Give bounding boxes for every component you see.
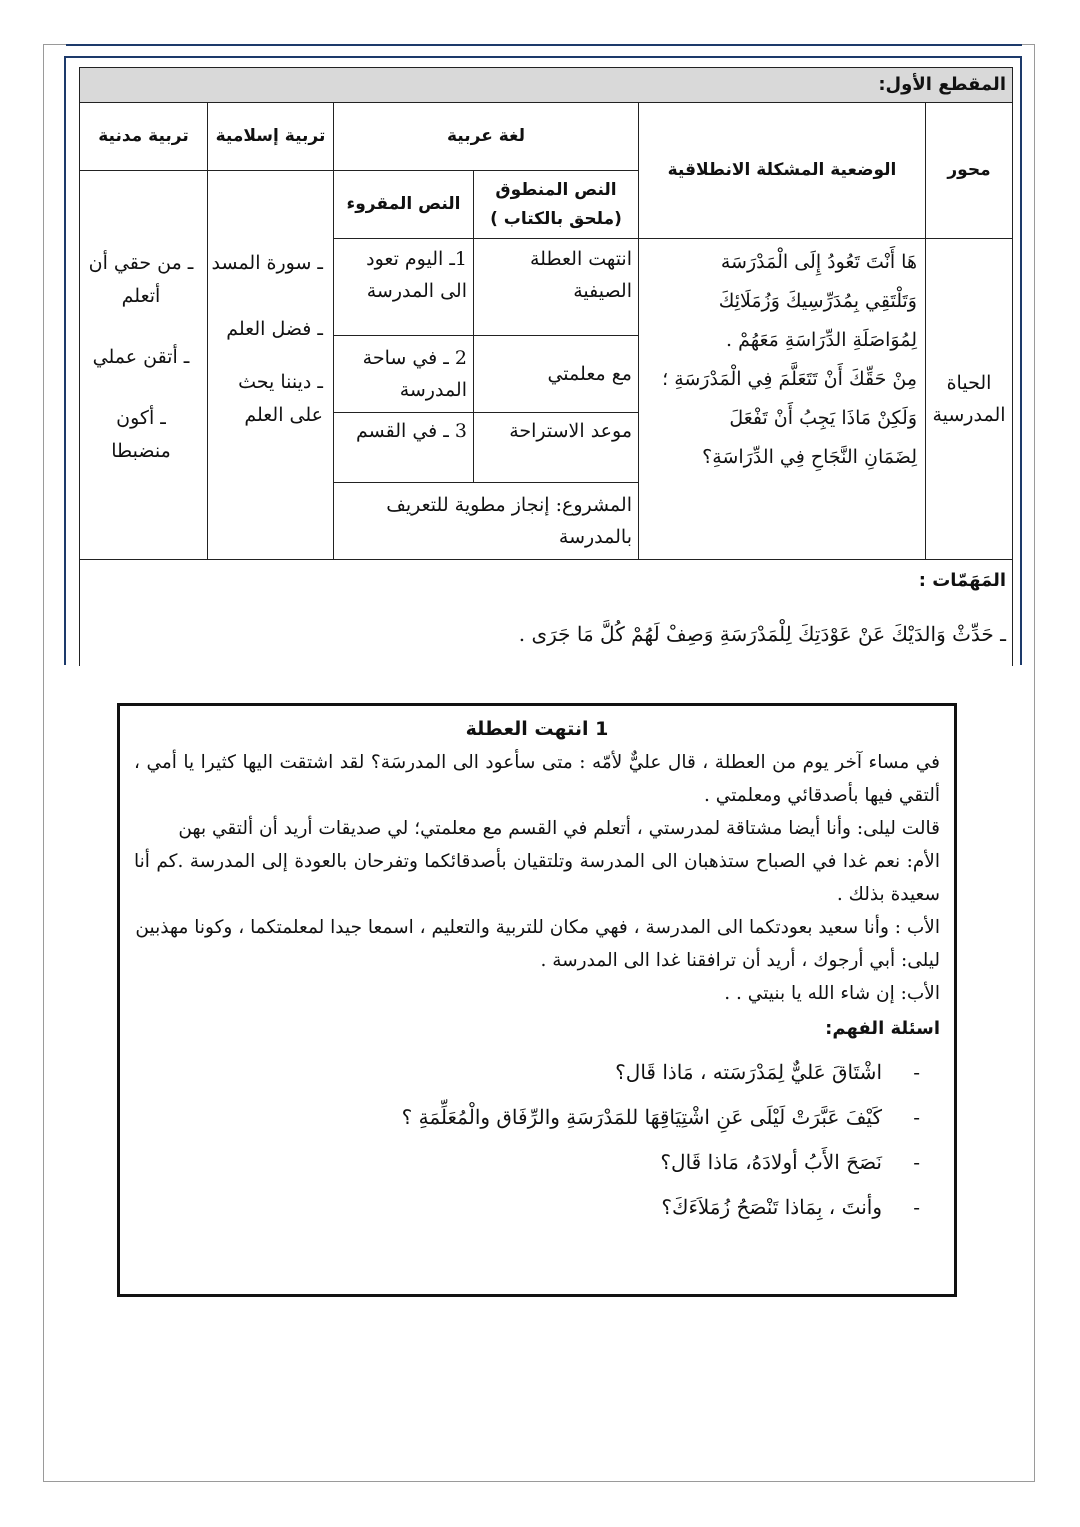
paragraph: الأم: نعم غدا في الصباح ستذهبان الى المدرسة وتلتقيان بأصدقائكما وتفرحان بالعودة إلى المدرسة .كم أنا سعيدة بذلك . xyxy=(134,851,940,905)
project-text: المشروع: إنجاز مطوية للتعريف بالمدرسة xyxy=(334,483,639,560)
islamic-item: ـ فضل العلم xyxy=(226,318,323,340)
islamic-item: ـ ديننا يحث على العلم xyxy=(238,371,323,426)
read-text-1: 1ـ اليوم تعود الى المدرسة xyxy=(334,239,474,336)
islamic-item: ـ سورة المسد xyxy=(211,252,323,274)
question-item: - وأنتَ ، بِمَاذا تَنْصَحُ زُمَلاَءَكَ؟ xyxy=(661,1195,920,1219)
paragraph: ليلى: أبي أرجوك ، أريد أن ترافقنا غدا الى المدرسة . xyxy=(540,950,940,971)
islamic-items xyxy=(202,247,323,432)
spoken-text-3: موعد الاستراحة xyxy=(474,413,639,483)
civic-item: ـ أكون منضبطا xyxy=(111,407,171,462)
section-title: المقطع الأول: xyxy=(79,68,1012,103)
spoken-text-1: انتهت العطلة الصيفية xyxy=(474,239,639,336)
task-text: ـ حَدِّثْ وَالدَيْكَ عَنْ عَوْدَتِكَ لِلْمَدْرَسَةِ وَصِفْ لَهُمْ كُلَّ مَا جَرَى . xyxy=(518,621,1006,646)
reading-text-box xyxy=(117,703,957,1297)
arabic-header: لغة عربية xyxy=(334,103,639,171)
question-item: - كَيْفَ عَبَّرَتْ لَيْلَى عَنِ اشْتِيَاقِهَا للمَدْرَسَةِ والرِّفَاق والْمُعَلِّمَةِ ؟ xyxy=(401,1105,920,1129)
questions-title: اسئلة الفهم: xyxy=(825,1018,940,1039)
spoken-text-2: مع معلمتي xyxy=(474,336,639,413)
axis-header: محور xyxy=(926,103,1013,239)
paragraph: في مساء آخر يوم من العطلة ، قال عليٌّ لأمّه : متى سأعود الى المدرسَة؟ لقد اشتقت اليها كثيرا يا أمي ، ألتقي فيها بأصدقائي ومعلمتي . xyxy=(134,752,940,806)
reading-title: 1 انتهت العطلة xyxy=(465,718,609,740)
situation-text: هَا أَنْتَ تَعُودُ إِلَى الْمَدْرَسَة وَتَلْتَقِي بِمُدَرِّسِيكَ وَزُمَلَائِكَ لِمُوَاصَلَةِ الدِّرَاسَةِ مَعَهُمْ . مِنْ حَقِّكَ أَنْ تَتَعَلَّمَ فِي الْمَدْرَسَةِ ؛ وَلَكِنْ مَاذَا يَجِبُ أَنْ تَفْعَلَ لِضَمَانِ النَّجَاحِ فِي الدِّرَاسَةِ؟ xyxy=(639,239,926,560)
lesson-plan-table xyxy=(80,67,1013,665)
tasks-label: المَهَمّات : xyxy=(918,570,1006,591)
paragraph: قالت ليلى: وأنا أيضا مشتاقة لمدرستي ، أتعلم في القسم مع معلمتي؛ لي صديقات أريد أن ألتقي بهن xyxy=(178,818,940,839)
paragraph: الأب : وأنا سعيد بعودتكما الى المدرسة ، فهي مكان للتربية والتعليم ، اسمعا جيدا لمعلمتكما ، وكونا مهذبين xyxy=(135,917,940,938)
islamic-header: تربية إسلامية xyxy=(208,103,334,171)
situation-header: الوضعية المشكلة الانطلاقية xyxy=(639,103,926,239)
read-text-3: 3 ـ في القسم xyxy=(334,413,474,483)
questions-list xyxy=(134,1050,940,1230)
question-item: - اشْتَاقَ عَليٌّ لِمَدْرَسَته ، مَاذا قَال؟ xyxy=(615,1060,920,1084)
civic-item: ـ أتقن عملي xyxy=(92,346,190,368)
spoken-text-header: النص المنطوق (ملحق بالكتاب ) xyxy=(474,171,639,239)
question-item: - نَصَحَ الأَبُ أولادَهُ، مَاذا قَال؟ xyxy=(660,1150,920,1174)
tasks-cell xyxy=(79,560,1012,666)
civic-header: تربية مدنية xyxy=(79,103,207,171)
axis-value: الحياة المدرسية xyxy=(926,239,1013,560)
civic-items xyxy=(85,247,197,468)
read-text-2: 2 ـ في ساحة المدرسة xyxy=(334,336,474,413)
read-text-header: النص المقروء xyxy=(334,171,474,239)
civic-item: ـ من حقي أن أتعلم xyxy=(88,252,194,307)
paragraph: الأب: إن شاء الله يا بنيتي . . xyxy=(724,983,940,1004)
